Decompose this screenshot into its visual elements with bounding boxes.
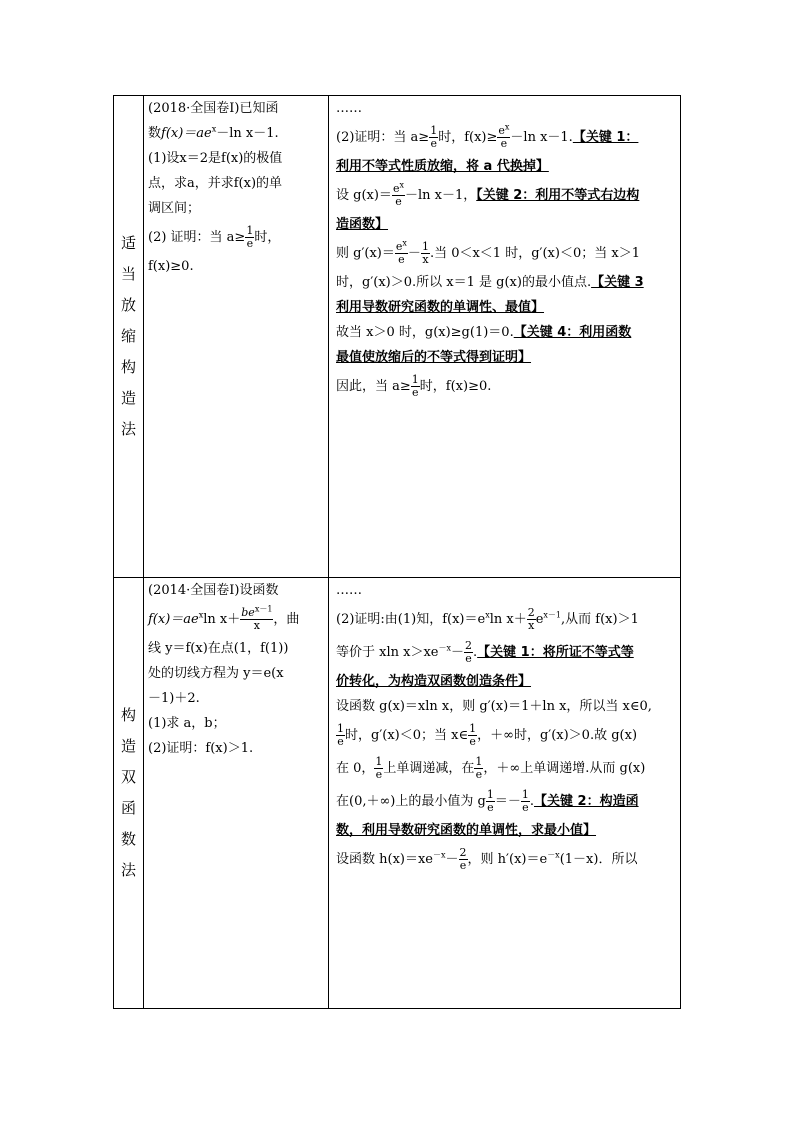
problem-function: $f(x)=ae^x\ln$ x＋ $\frac{be^{x-1}}{x}$ ，曲	[148, 604, 300, 632]
problem-part1-line: (1)设x＝2是f(x)的极值	[148, 151, 283, 166]
key-annotation: 利用导数研究函数的单调性、最值】	[336, 300, 545, 315]
solution-line	[336, 349, 674, 366]
key-annotation: 【关键 3	[591, 275, 644, 290]
key-annotation: 造函数】	[336, 217, 389, 232]
problem-cell	[144, 96, 329, 578]
solution-line: (2)证明：当 a≥ $\frac{1}{e}$ 时，f(x)≥ $\frac{e^x}{e}$ －ln x－1.【关键 1：	[336, 122, 639, 150]
solution-line: 则 g′(x)＝ $\frac{e^x}{e}$ － $\frac{1}{x}$ .当 0＜x＜1 时，g′(x)＜0；当 x＞1	[336, 238, 640, 266]
methods-table	[113, 95, 681, 1009]
key-annotation: 【关键 2：利用不等式右边构	[476, 188, 640, 203]
key-annotation: 数，利用导数研究函数的单调性，求最小值】	[336, 823, 597, 838]
fraction: $\frac{1}{e}$	[246, 224, 254, 250]
solution-line: 因此，当 a≥ $\frac{1}{e}$ 时，f(x)≥0.	[336, 373, 492, 399]
key-annotation: 【关键 1：将所证不等式等	[477, 645, 634, 660]
problem-function: 数$f(x)=ae^x-\ln$ x－1.	[148, 124, 279, 141]
solution-line: $\frac{1}{e}$ 时，g′(x)＜0；当 x∈ $\frac{1}{e}$ ，＋∞时，g′(x)＞0.故 g(x)	[337, 722, 638, 748]
method-char: 缩	[120, 327, 136, 345]
problem-part1-line: 调区间；	[148, 201, 201, 216]
solution-line	[336, 673, 674, 690]
solution-line	[336, 216, 674, 233]
method-char: 放	[120, 296, 136, 314]
solution-line: 设函数 $h(x)=xe^{-x}-$ $\frac{2}{e}$ ，则 $h'(x)=e^{-x}(1-x)$．所以	[336, 846, 638, 872]
table-row-scaling-method	[114, 96, 681, 578]
solution-line: 故当 x＞0 时，g(x)≥g(1)＝0.【关键 4：利用函数	[336, 325, 632, 340]
problem-cell	[144, 578, 329, 1009]
solution-cell	[329, 96, 681, 578]
problem-part1-line: 点，求a，并求f(x)的单	[148, 176, 283, 191]
problem-part1-line: (1)求 a，b；	[148, 716, 226, 731]
method-name-cell	[114, 96, 144, 578]
problem-part2-line: (2) 证明：当 a≥ $\frac{1}{e}$ 时，	[148, 224, 281, 250]
solution-line: (2)证明:由(1)知，$f(x)=e^x\ln$ x＋ $\frac{2}{x}$ $e^{x-1}$,从而 f(x)＞1	[336, 606, 639, 632]
solution-line: 设 g(x)＝ $\frac{e^x}{e}$ －ln x－1，【关键 2：利用不等式右边构	[336, 180, 640, 208]
method-char: 造	[120, 737, 136, 755]
key-annotation: 【关键 4：利用函数	[513, 325, 632, 340]
solution-line: 时，g′(x)＞0.所以 x＝1 是 g(x)的最小值点.【关键 3	[336, 275, 644, 290]
table-row-double-function-method	[114, 578, 681, 1009]
problem-line: 线 y＝f(x)在点(1，f(1))	[148, 641, 289, 656]
method-char: 构	[120, 358, 136, 376]
solution-line	[336, 299, 674, 316]
key-annotation: 最值使放缩后的不等式得到证明】	[336, 350, 532, 365]
solution-cell	[329, 578, 681, 1009]
problem-line: －1)＋2.	[148, 691, 200, 706]
problem-source: (2018·全国卷Ⅰ)已知函	[148, 101, 279, 116]
solution-line	[336, 158, 674, 175]
method-name-cell	[114, 578, 144, 1009]
problem-part2-line: f(x)≥0.	[148, 259, 194, 274]
problem-part2-line: (2)证明：f(x)＞1.	[148, 741, 254, 756]
method-char: 法	[120, 861, 136, 879]
key-annotation: 利用不等式性质放缩，将 a 代换掉】	[336, 159, 549, 174]
method-char: 函	[120, 799, 136, 817]
solution-line: 等价于 xln $x>xe^{-x}-$ $\frac{2}{e}$ .【关键 1：将所证不等式等	[336, 639, 634, 665]
key-annotation: 【关键 2：构造函	[534, 794, 639, 809]
method-char: 构	[120, 706, 136, 724]
method-char: 造	[120, 389, 136, 407]
method-char: 法	[120, 420, 136, 438]
method-char: 双	[120, 768, 136, 786]
problem-line: 处的切线方程为 y＝e(x	[148, 666, 284, 681]
key-annotation: 价转化，为构造双函数创造条件】	[336, 674, 532, 689]
solution-line	[336, 822, 674, 839]
method-char: 适	[120, 234, 136, 252]
solution-line: 在 0， $\frac{1}{e}$ 上单调递减，在 $\frac{1}{e}$ ，＋∞上单调递增.从而 g(x)	[336, 755, 646, 781]
solution-ellipsis: ……	[336, 583, 362, 598]
solution-line: 在(0,＋∞)上的最小值为 g $\frac{1}{e}$ ＝－ $\frac{1}{e}$ .【关键 2：构造函	[336, 788, 639, 814]
solution-line: 设函数 g(x)＝xln x，则 g′(x)＝1＋ln x，所以当 x∈0,	[336, 699, 652, 714]
problem-source: (2014·全国卷Ⅰ)设函数	[148, 583, 279, 598]
key-annotation: 【关键 1：	[572, 130, 639, 145]
method-char: 当	[120, 265, 136, 283]
solution-ellipsis: ……	[336, 101, 362, 116]
method-char: 数	[120, 830, 136, 848]
